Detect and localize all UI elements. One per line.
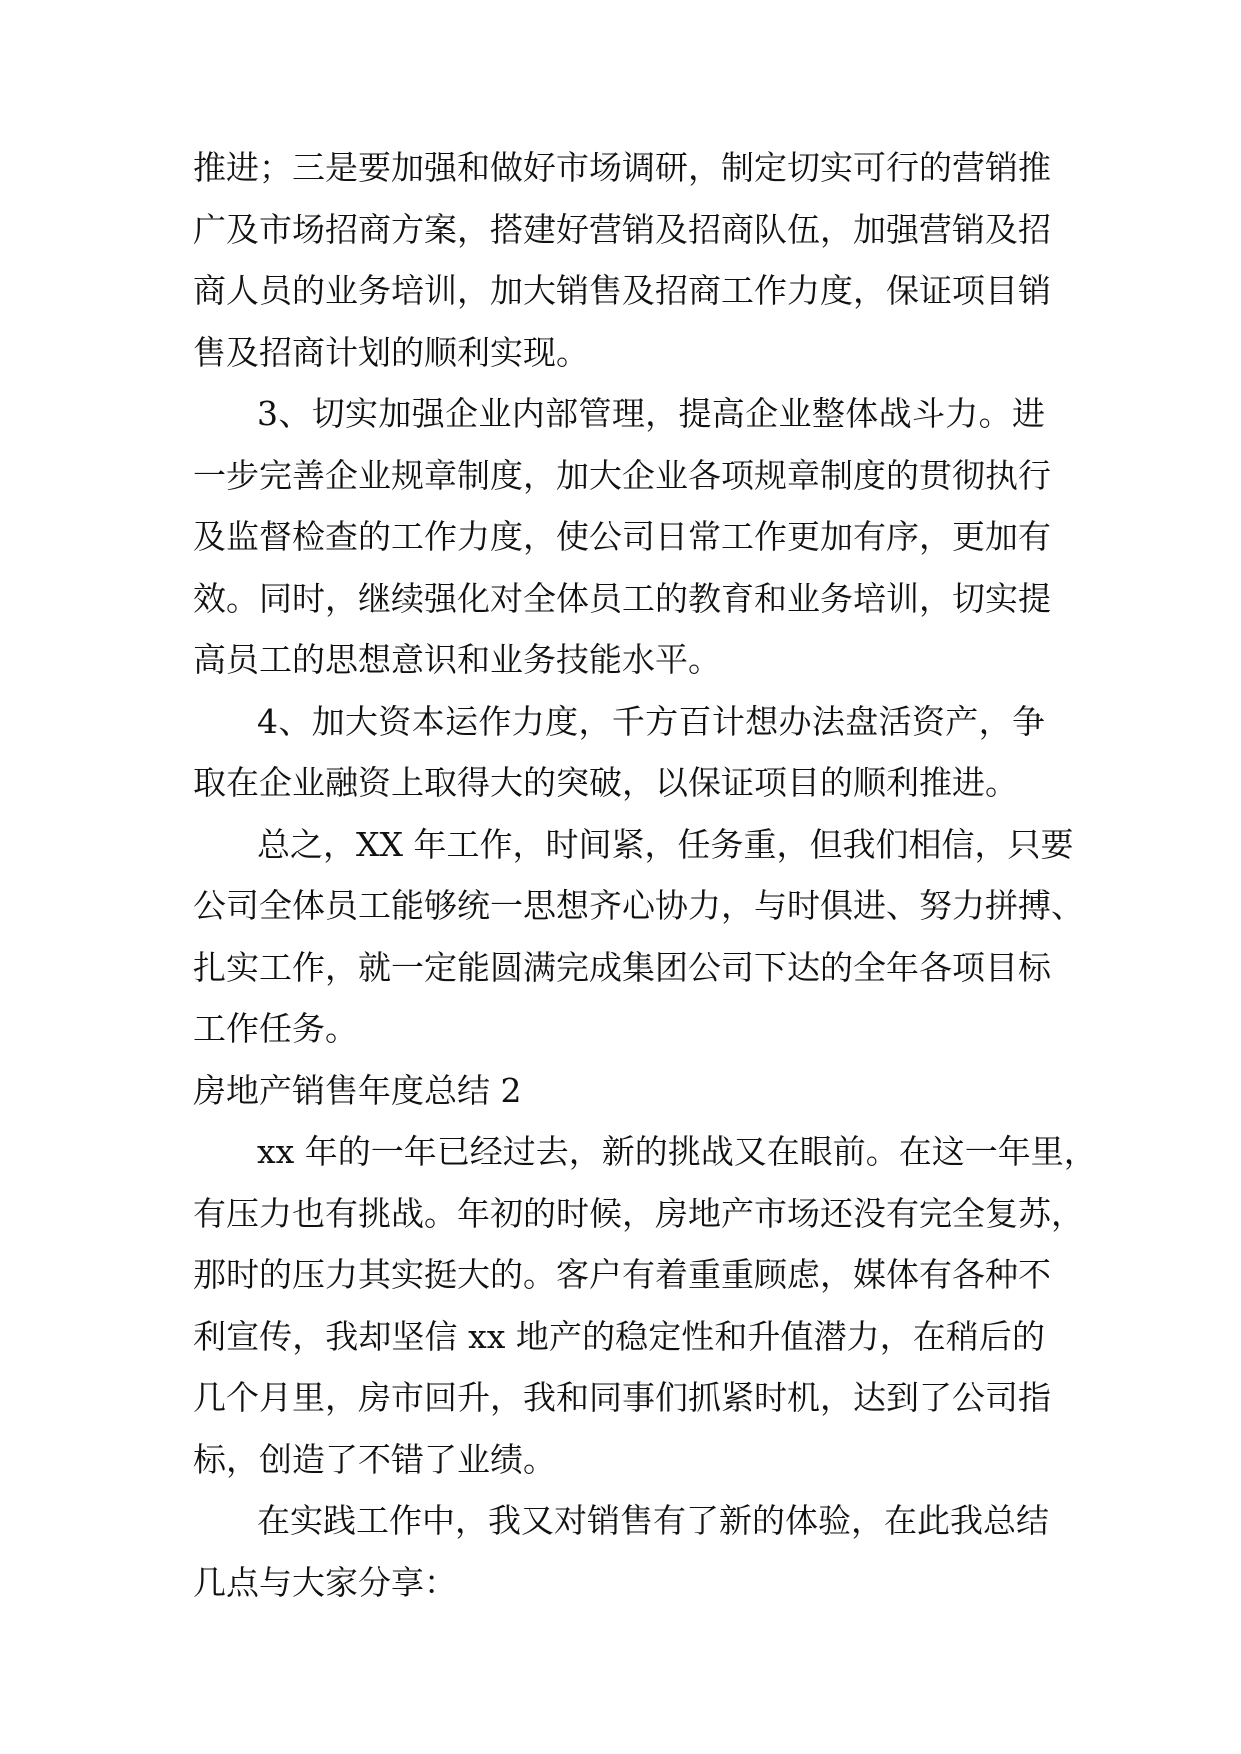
paragraph-line: 标，创造了不错了业绩。	[193, 1439, 556, 1479]
paragraph-line: 扎实工作，就一定能圆满完成集团公司下达的全年各项目标	[193, 947, 1051, 987]
paragraph-line: 那时的压力其实挺大的。客户有着重重顾虑，媒体有各种不	[193, 1255, 1051, 1294]
paragraph-line: 售及招商计划的顺利实现。	[193, 332, 589, 372]
paragraph-line: 高员工的思想意识和业务技能水平。	[193, 640, 721, 679]
heading-text: 房地产销售年度总结 2	[193, 1070, 522, 1110]
paragraph-line: 及监督检查的工作力度，使公司日常工作更加有序，更加有	[193, 517, 1051, 556]
paragraph-line: xx 年的一年已经过去，新的挑战又在眼前。在这一年里，	[257, 1132, 1097, 1171]
paragraph-line: 推进；三是要加强和做好市场调研，制定切实可行的营销推	[193, 148, 1051, 187]
paragraph-line: 利宣传，我却坚信 xx 地产的稳定性和升值潜力，在稍后的	[193, 1316, 1045, 1356]
paragraph-line: 广及市场招商方案，搭建好营销及招商队伍，加强营销及招	[193, 209, 1051, 249]
paragraph-line: 商人员的业务培训，加大销售及招商工作力度，保证项目销	[193, 271, 1051, 310]
paragraph-line: 4、加大资本运作力度，千方百计想办法盘活资产，争	[257, 701, 1045, 741]
paragraph-line: 3、切实加强企业内部管理，提高企业整体战斗力。进	[257, 394, 1045, 433]
paragraph-line: 总之，XX 年工作，时间紧，任务重，但我们相信，只要	[257, 824, 1074, 864]
paragraph-line: 在实践工作中，我又对销售有了新的体验，在此我总结	[257, 1501, 1049, 1540]
paragraph-line: 效。同时，继续强化对全体员工的教育和业务培训，切实提	[193, 578, 1051, 618]
paragraph-line: 几点与大家分享：	[193, 1562, 457, 1602]
paragraph-line: 有压力也有挑战。年初的时候，房地产市场还没有完全复苏，	[193, 1193, 1084, 1233]
paragraph-line: 工作任务。	[193, 1009, 358, 1048]
paragraph-line: 一步完善企业规章制度，加大企业各项规章制度的贯彻执行	[193, 455, 1051, 495]
paragraph-line: 几个月里，房市回升，我和同事们抓紧时机，达到了公司指	[193, 1378, 1051, 1417]
paragraph-line: 公司全体员工能够统一思想齐心协力，与时俱进、努力拼搏、	[193, 886, 1084, 925]
paragraph-line: 取在企业融资上取得大的突破，以保证项目的顺利推进。	[193, 763, 1018, 802]
